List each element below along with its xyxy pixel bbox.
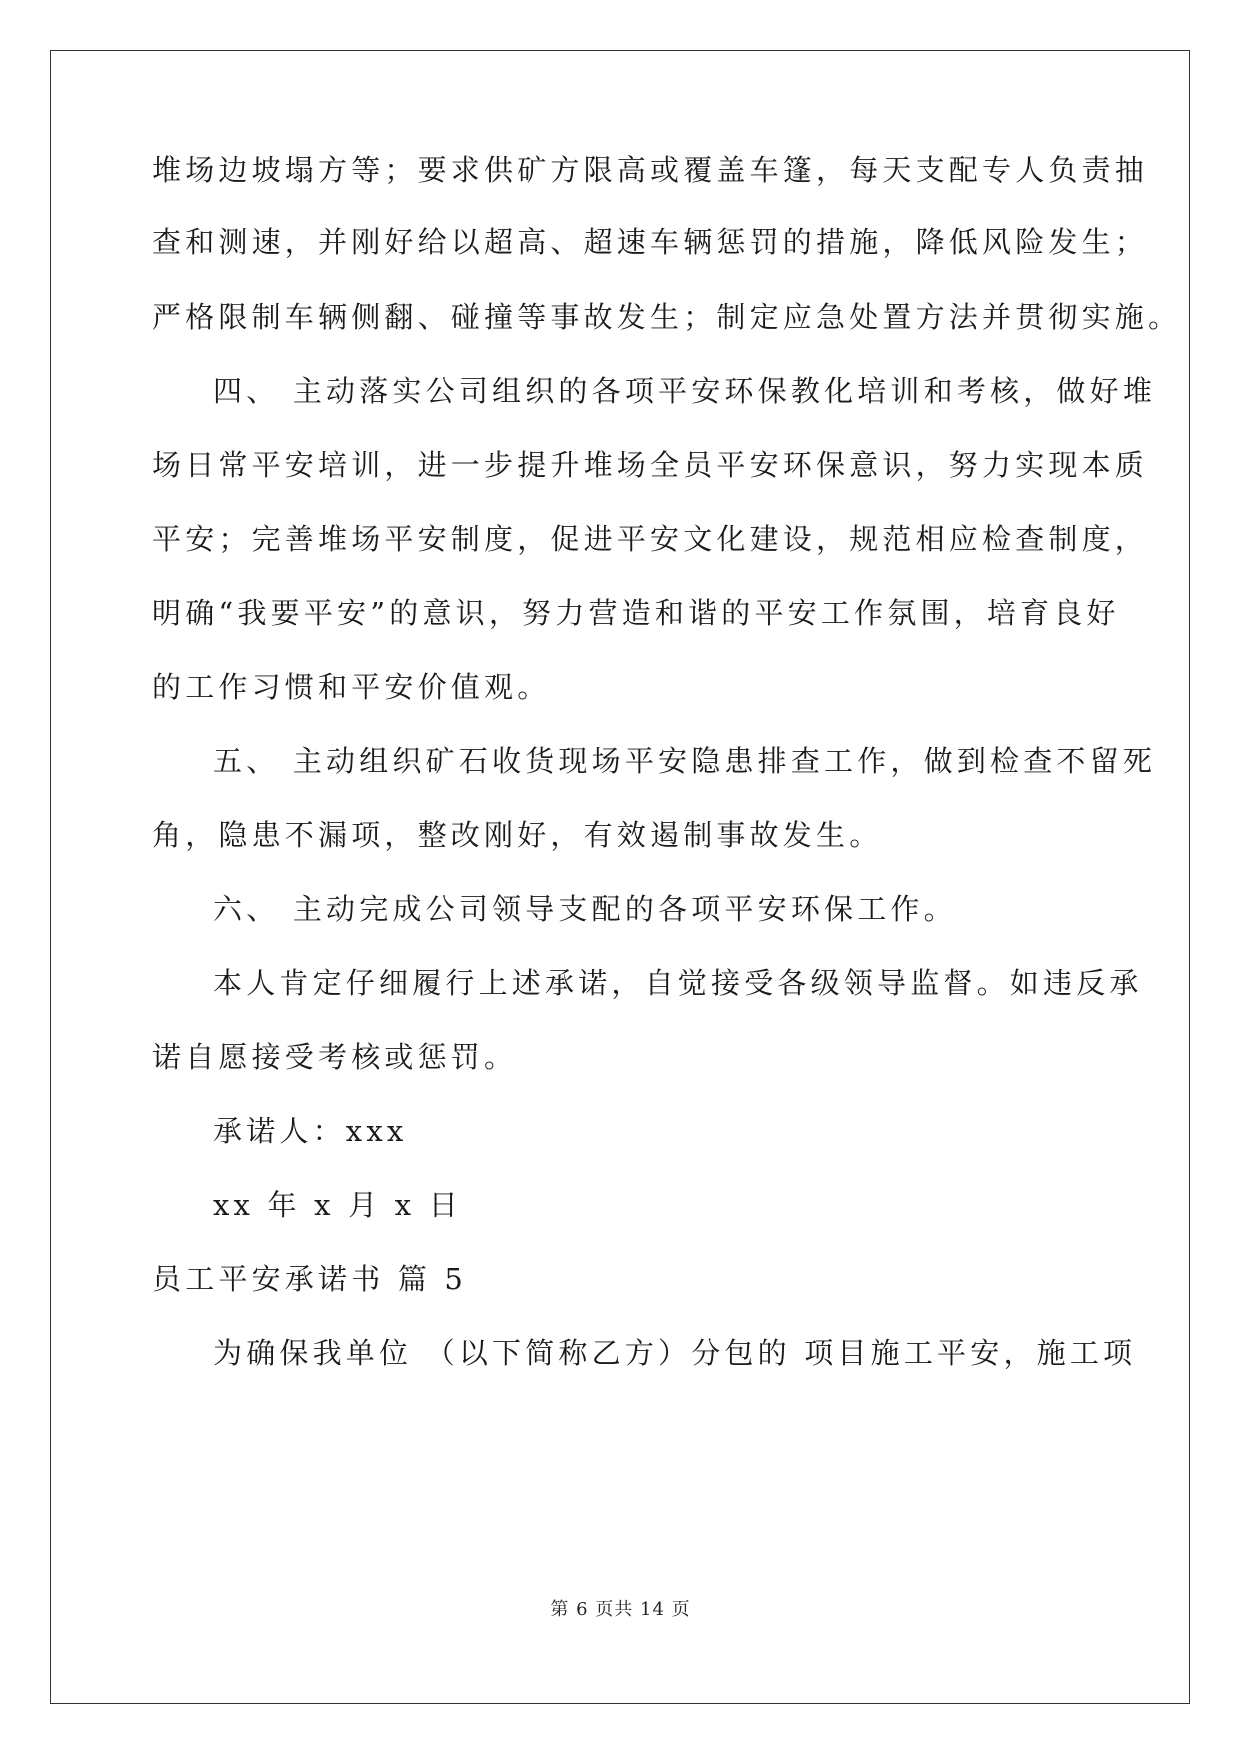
text-line-3: 严格限制车辆侧翻、碰撞等事故发生；制定应急处置方法并贯彻实施。	[152, 300, 1182, 334]
text-line-12: 本人肯定仔细履行上述承诺，自觉接受各级领导监督。如违反承	[213, 966, 1143, 1000]
page-number: 第 6 页	[550, 1599, 615, 1620]
text-line-10: 角，隐患不漏项，整改刚好，有效遏制事故发生。	[152, 818, 883, 852]
text-line-1: 堆场边坡塌方等；要求供矿方限高或覆盖车篷，每天支配专人负责抽	[152, 153, 1149, 187]
text-line-4: 四、 主动落实公司组织的各项平安环保教化培训和考核，做好堆	[213, 374, 1157, 408]
section-heading: 员工平安承诺书 篇 5	[152, 1262, 468, 1296]
text-line-7: 明确“我要平安”的意识，努力营造和谐的平安工作氛围，培育良好	[152, 596, 1120, 630]
text-line-2: 查和测速，并刚好给以超高、超速车辆惩罚的措施，降低风险发生；	[152, 225, 1149, 259]
text-line-11: 六、 主动完成公司领导支配的各项平安环保工作。	[213, 892, 957, 926]
date-line: xx 年 x 月 x 日	[213, 1188, 462, 1222]
text-line-8: 的工作习惯和平安价值观。	[152, 670, 551, 704]
text-line-13: 诺自愿接受考核或惩罚。	[152, 1040, 518, 1074]
page-footer	[0, 1598, 1241, 1622]
text-line-6: 平安；完善堆场平安制度，促进平安文化建设，规范相应检查制度，	[152, 522, 1149, 556]
text-line-17: 为确保我单位 （以下简称乙方）分包的 项目施工平安，施工项	[213, 1336, 1137, 1370]
text-line-9: 五、 主动组织矿石收货现场平安隐患排查工作，做到检查不留死	[213, 744, 1157, 778]
signatory-line: 承诺人：xxx	[213, 1114, 408, 1148]
text-line-5: 场日常平安培训，进一步提升堆场全员平安环保意识，努力实现本质	[152, 448, 1149, 482]
page-total: 共 14 页	[614, 1599, 691, 1620]
